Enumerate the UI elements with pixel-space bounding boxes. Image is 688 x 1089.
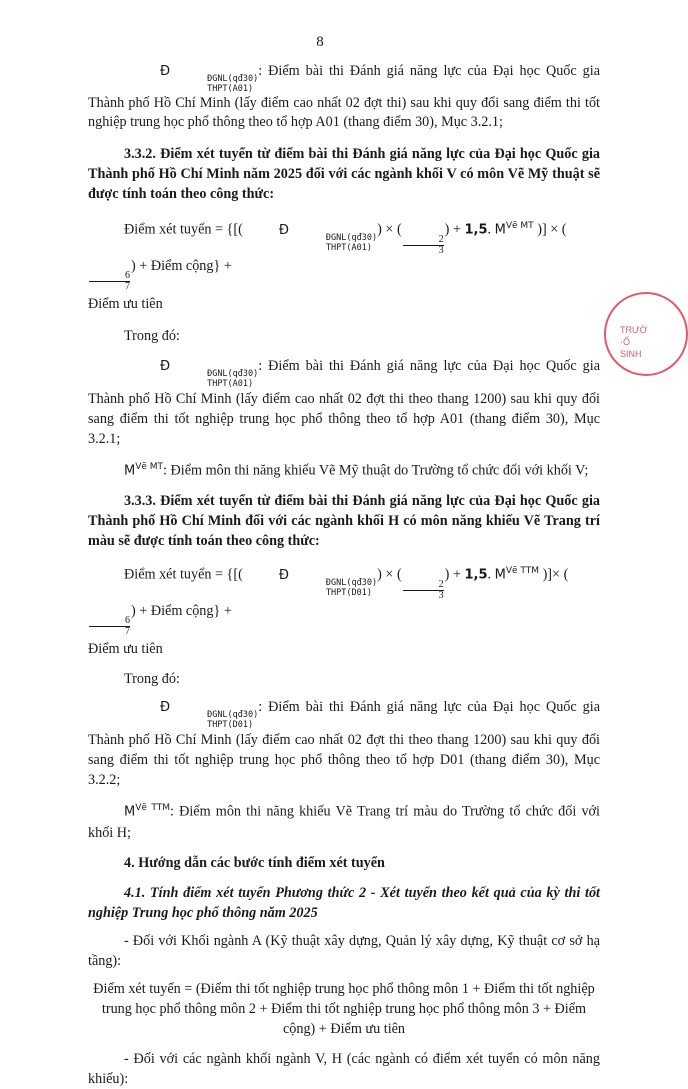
dgnl-a01-symbol-2: Đ ĐGNL(qđ30) THPT(A01) [160,358,259,389]
heading-4: 4. Hướng dẫn các bước tính điểm xét tuyển [124,854,385,871]
formula-khoi-a: Điểm xét tuyển = (Điểm thi tốt nghiệp trung học phổ thông môn 1 + Điểm thi tốt nghiệp trung học phổ thông môn 2 + Điểm thi tốt nghiệp trung học phổ thông môn 3 + Điểm cộng) + Điểm ưu tiên [93,980,595,1037]
dgnl-a01-symbol: Đ ĐGNL(qđ30) THPT(A01) [160,64,259,94]
red-stamp: TRƯỜ ·Ố SINH [604,292,688,376]
paragraph-m-ve-ttm: $M^{Vẽ TTM}$: Điểm môn thi năng khiếu Vẽ Trang trí màu do Trường tổ chức đối với khối H; [88,803,600,841]
heading-4-1: 4.1. Tính điểm xét tuyển Phương thức 2 - Xét tuyển theo kết quả của kỳ thi tốt nghiệp Trung học phổ thông năm 2025 [88,884,600,921]
formula-khoi-h: Điểm xét tuyển = {[( Đ ĐGNL(qđ30) THPT(D01) ) × ( $\frac{2}{3}$ ) + 1,5. $M^{Vẽ TTM}$ )]× ( $\frac{6}{7}$ ) + Điểm cộng} + [88,561,600,637]
document-body [88,62,600,1089]
heading-3-3-2: 3.3.2. Điểm xét tuyển từ điểm bài thi Đánh giá năng lực của Đại học Quốc gia Thành phố Hồ Chí Minh năm 2025 đối với các ngành khối V có môn Vẽ Mỹ thuật sẽ được tính toán theo công thức: [88,146,600,202]
heading-3-3-3: 3.3.3. Điểm xét tuyển từ điểm bài thi Đánh giá năng lực của Đại học Quốc gia Thành phố Hồ Chí Minh đối với các ngành khối H có môn năng khiếu Vẽ Trang trí màu sẽ được tính toán theo công thức: [88,493,600,550]
formula-dgnl-d01-symbol: Đ ĐGNL(qđ30) THPT(D01) [278,568,378,599]
paragraph-dgnl-a01-definition-2: Đ ĐGNL(qđ30) THPT(A01) : Điểm bài thi Đánh giá năng lực của Đại học Quốc gia Thành phố Hồ Chí Minh (lấy điểm cao nhất 02 đợt thi theo thang 1200) sau khi quy đổi sang điểm thi tốt nghiệp trung học phổ thông theo tổ hợp A01 (thang điểm 30), Mục 3.2.1; [88,357,600,447]
fraction-2-3: $\frac{2}{3}$ [403,235,444,256]
paragraph-khoi-v-h: - Đối với các ngành khối ngành V, H (các ngành có điểm xét tuyển có môn năng khiếu): [88,1050,600,1087]
page-number: 8 [316,34,324,50]
coefficient: 1,5 [464,222,488,238]
paragraph-dgnl-a01-definition [88,62,600,132]
fraction-2-3-h: $\frac{2}{3}$ [403,580,444,601]
trong-do-label: Trong đó: [124,327,180,344]
fraction-6-7-h: $\frac{6}{7}$ [89,616,130,637]
trong-do-label-2: Trong đó: [124,671,180,688]
dgnl-a01-text: : Điểm bài thi Đánh giá năng lực của Đại học Quốc gia Thành phố Hồ Chí Minh (lấy điểm cao nhất 02 đợt thi) sau khi quy đổi sang điểm thi tốt nghiệp trung học phổ thông theo tổ hợp A01 (thang điểm 30), Mục 3.2.1; [88,63,600,130]
formula-khoi-v: Điểm xét tuyển = {[( Đ ĐGNL(qđ30) THPT(A01) ) × ( $\frac{2}{3}$ ) + 1,5. $M^{Vẽ MT}$ )] × ( $\frac{6}{7}$ ) + Điểm cộng} + [88,216,600,292]
formula-khoi-h-priority: Điểm ưu tiên [88,641,163,658]
paragraph-khoi-a: - Đối với Khối ngành A (Kỹ thuật xây dựng, Quản lý xây dựng, Kỹ thuật cơ sở hạ tầng): [88,932,600,969]
formula-dgnl-a01-symbol: Đ ĐGNL(qđ30) THPT(A01) [278,222,378,253]
fraction-6-7: $\frac{6}{7}$ [89,271,130,292]
dgnl-d01-symbol: Đ ĐGNL(qđ30) THPT(D01) [160,700,259,731]
coefficient-h: 1,5 [464,568,488,584]
formula-khoi-v-priority: Điểm ưu tiên [88,295,163,312]
paragraph-m-ve-mt: $M^{Vẽ MT}$: Điểm môn thi năng khiếu Vẽ Mỹ thuật do Trường tổ chức đối với khối V; [124,461,589,479]
paragraph-dgnl-d01-definition: Đ ĐGNL(qđ30) THPT(D01) : Điểm bài thi Đánh giá năng lực của Đại học Quốc gia Thành phố Hồ Chí Minh (lấy điểm cao nhất 02 đợt thi theo thang 1200) sau khi quy đổi sang điểm thi tốt nghiệp trung học phổ thông theo tổ hợp D01 (thang điểm 30), Mục 3.2.2; [88,699,600,789]
